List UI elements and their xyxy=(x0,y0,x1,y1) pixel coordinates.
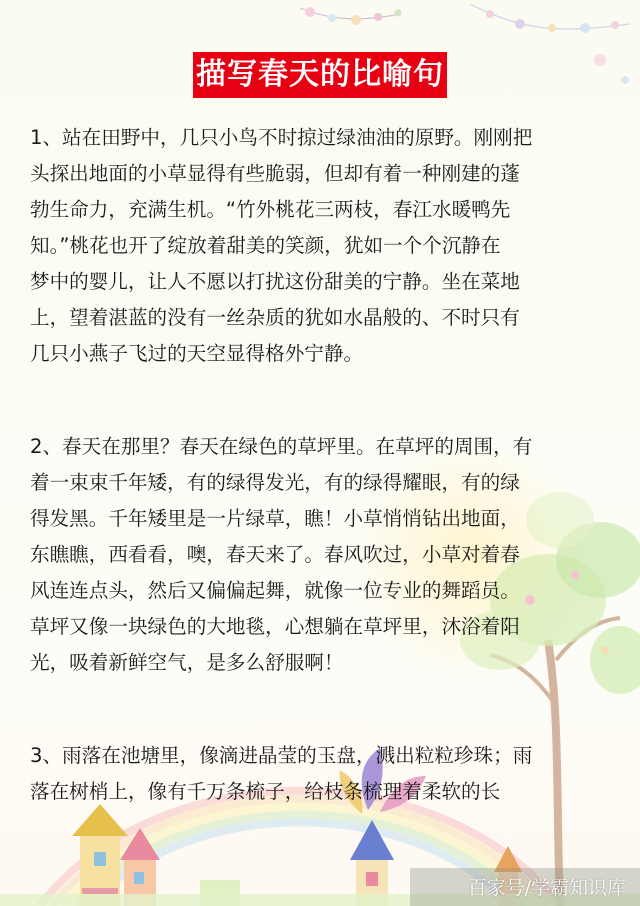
paragraph-3 xyxy=(30,738,620,810)
text-line: 2、春天在那里？春天在绿色的草坪里。在草坪的周围，有 xyxy=(30,435,533,458)
paragraph-1 xyxy=(30,120,620,372)
paragraph-2 xyxy=(30,429,620,681)
text-line: 着一束束千年矮，有的绿得发光，有的绿得耀眼，有的绿 xyxy=(30,471,520,494)
text-line: 1、站在田野中，几只小鸟不时掠过绿油油的原野。刚刚把 xyxy=(30,126,533,149)
text-line: 3、雨落在池塘里，像滴进晶莹的玉盘，溅出粒粒珍珠；雨 xyxy=(30,744,533,767)
text-line: 知。”桃花也开了绽放着甜美的笑颜，犹如一个个沉静在 xyxy=(30,234,501,257)
text-line: 勃生命力，充满生机。“竹外桃花三两枝，春江水暖鸭先 xyxy=(30,198,511,221)
text-line: 落在树梢上，像有千万条梳子，给枝条梳理着柔软的长 xyxy=(30,780,501,803)
page-title: 描写春天的比喻句 xyxy=(193,52,447,98)
text-line: 东瞧瞧，西看看，噢，春天来了。春风吹过，小草对着春 xyxy=(30,543,520,566)
text-line: 几只小燕子飞过的天空显得格外宁静。 xyxy=(30,342,364,365)
text-line: 得发黑。千年矮里是一片绿草，瞧！小草悄悄钻出地面， xyxy=(30,507,520,530)
watermark: 百家号/学霸知识库 xyxy=(467,877,626,899)
text-line: 光，吸着新鲜空气，是多么舒服啊！ xyxy=(30,651,344,674)
text-line: 风连连点头，然后又偏偏起舞，就像一位专业的舞蹈员。 xyxy=(30,579,520,602)
text-line: 梦中的婴儿，让人不愿以打扰这份甜美的宁静。坐在菜地 xyxy=(30,270,520,293)
text-line: 上，望着湛蓝的没有一丝杂质的犹如水晶般的、不时只有 xyxy=(30,306,520,329)
text-line: 草坪又像一块绿色的大地毯，心想躺在草坪里，沐浴着阳 xyxy=(30,615,520,638)
text-line: 头探出地面的小草显得有些脆弱，但却有着一种刚建的蓬 xyxy=(30,162,520,185)
